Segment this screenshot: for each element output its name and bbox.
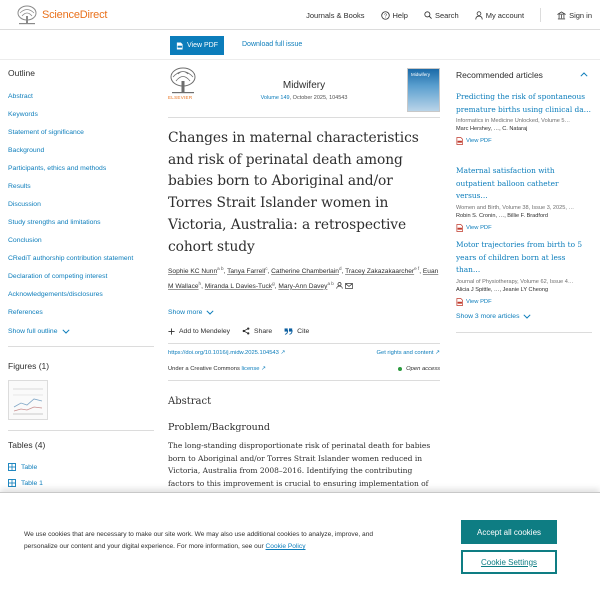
figure-thumbnail[interactable] [8,380,48,420]
license-link-text: license [241,366,260,372]
recommended-article-source: Journal of Physiotherapy, Volume 62, Issue 4… [456,278,574,285]
article-meta-divider [168,343,440,344]
recommended-article [456,239,592,306]
get-rights-link[interactable] [376,350,440,356]
table-link-0[interactable] [8,463,37,471]
nav-sign-in-label: Sign in [569,10,592,20]
problem-background-heading: Problem/Background [168,422,270,433]
recommended-article [456,165,592,232]
brand-name: ScienceDirect [42,9,108,21]
chevron-down-icon [206,310,214,315]
table-icon [8,479,16,487]
nav-journals-label: Journals & Books [306,10,365,20]
author-name[interactable]: Tracey Zakazakaarcher [345,268,415,276]
recommended-article-source: Informatics in Medicine Unlocked, Volume 5… [456,118,571,125]
author-affiliation[interactable]: c [265,266,268,271]
chevron-down-icon [62,329,70,334]
license-note [168,366,266,372]
recommended-article-title[interactable]: Maternal satisfaction with outpatient balloon catheter versus… [456,166,559,201]
top-header [0,0,600,30]
recommended-view-pdf-link[interactable] [456,137,592,145]
view-pdf-label: View PDF [466,298,492,305]
download-full-issue-link[interactable]: Download full issue [242,41,303,48]
pdf-icon [176,42,183,50]
abstract-paragraph: The long-standing disproportionate risk of perinatal death for babies born to Aboriginal and/or Torres Strait Islander women reduced in Victoria, Australia from 2008–2016. Identifying the contributing factors to this improvement is crucial to ensuring implementation of [168,441,431,489]
chevron-up-icon[interactable] [580,72,588,77]
nav-search[interactable] [424,11,459,20]
nav-help[interactable] [381,11,408,20]
add-to-mendeley-label: Add to Mendeley [179,327,231,335]
table-link-1[interactable] [8,479,43,487]
table-icon [8,463,16,471]
outline-link-background[interactable]: Background [8,147,45,154]
plus-icon [168,328,175,335]
license-prefix: Under a Creative Commons [168,366,242,372]
show-full-outline-label: Show full outline [8,328,58,335]
share-button[interactable] [242,327,272,335]
author-name[interactable]: Euan M Wallace [168,268,439,290]
tables-title: Tables (4) [8,440,46,450]
cite-button[interactable] [284,328,309,335]
search-icon [424,11,432,19]
outline-link-results[interactable]: Results [8,183,31,190]
user-icon [475,11,483,20]
outline-link-credit[interactable]: CRediT authorship contribution statement [8,255,134,262]
nav-sign-in[interactable] [557,11,592,20]
table-link-label: Table 1 [21,479,43,487]
top-nav [290,0,592,30]
outline-link-competing-interest[interactable]: Declaration of competing interest [8,273,108,280]
view-pdf-label: View PDF [187,42,218,49]
recommended-divider [456,332,592,333]
chevron-down-icon [523,314,531,319]
author-affiliation[interactable]: g [272,280,275,286]
view-pdf-label: View PDF [466,138,492,145]
email-icon[interactable] [345,283,353,289]
table-link-label: Table [21,463,38,471]
author-name[interactable]: Sophie KC Nunn [168,268,218,276]
cookie-message [24,529,386,553]
author-name[interactable]: Miranda L Davies-Tuck [204,282,273,290]
journal-cover-title: Midwifery [411,72,431,77]
recommended-view-pdf-link[interactable] [456,224,592,232]
external-link-icon: ↗ [435,350,440,356]
author-affiliation[interactable]: a b [327,280,334,286]
outline-link-significance[interactable]: Statement of significance [8,129,84,136]
institution-icon [557,11,566,20]
cite-label: Cite [297,327,310,335]
quote-icon [284,328,293,335]
show-full-outline-button[interactable] [8,328,154,335]
outline-link-references[interactable]: References [8,309,43,316]
doi-link[interactable] [168,350,285,356]
outline-link-abstract[interactable]: Abstract [8,93,33,100]
pdf-icon [456,298,463,306]
outline-link-acknowledgements[interactable]: Acknowledgements/disclosures [8,291,103,298]
outline-link-conclusion[interactable]: Conclusion [8,237,42,244]
journal-title[interactable]: Midwifery [282,80,326,91]
help-icon [381,11,390,20]
recommended-article-authors: Marc Hershey, …, C. Nataraj [456,126,528,133]
external-link-icon: ↗ [280,350,286,356]
person-icon[interactable] [336,282,343,289]
recommended-article-title[interactable]: Motor trajectories from birth to 5 years of children born at less than… [456,240,583,275]
volume-link[interactable]: Volume 149 [260,95,290,101]
outline-link-participants[interactable]: Participants, ethics and methods [8,165,107,172]
add-to-mendeley-button[interactable] [168,328,230,335]
cookie-policy-link[interactable]: Cookie Policy [265,543,306,550]
nav-search-label: Search [434,10,459,20]
cookie-banner [0,492,600,600]
publisher-name: ELSEVIER [168,95,193,100]
outline-link-strengths[interactable]: Study strengths and limitations [8,219,101,226]
cookie-settings-label: Cookie Settings [480,557,538,567]
outline-panel [8,68,154,335]
show-more-articles-label: Show 3 more articles [456,313,520,320]
author-affiliation[interactable]: h [198,280,202,286]
cookie-message-text: We use cookies that are necessary to make our site work. We may also use additional cookies to analyze, improve, and personalize our content and your digital experience. For more information, see our [24,531,374,550]
open-access-dot-icon [398,367,402,371]
pdf-icon [456,224,463,232]
outline-link-discussion[interactable]: Discussion [8,201,41,208]
outline-link-keywords[interactable]: Keywords [8,111,38,118]
sidebar-divider [8,346,154,347]
recommended-article-authors: Alicia J Spittle, …, Jeanie LY Cheong [456,286,549,293]
author-name[interactable]: Catherine Chamberlain [271,268,339,276]
author-affiliation[interactable]: a b [217,266,224,271]
journal-header [168,66,440,118]
recommended-articles-title: Recommended articles [456,70,543,80]
share-icon [242,327,250,335]
author-affiliation[interactable]: e f [414,266,420,271]
cookie-settings-button[interactable] [461,550,557,574]
abstract-heading: Abstract [168,396,212,407]
accept-all-cookies-button[interactable]: Accept all cookies [461,520,557,544]
recommended-article [456,91,592,145]
show-more-articles-button[interactable] [456,313,531,320]
figures-title: Figures (1) [8,361,50,371]
article-toolbar [0,30,600,60]
author-name[interactable]: Mary-Ann Davey [278,282,328,290]
author-affiliation[interactable]: d [338,266,342,271]
author-list: Sophie KC Nunn$^{a b}$, Tanya Farrell$^c$, Catherine Chamberlain$^d$, Tracey Zakazakaarcher$^{e f}$, Euan M Wallace$^h$, Miranda L Davies-Tuck$^g$, Mary-Ann Davey$^{a b}$ [168,266,439,290]
svg-text:?: ? [383,13,387,20]
nav-account-label: My account [485,10,525,20]
recommended-article-title[interactable]: Predicting the risk of spontaneous premature births using clinical da… [456,92,592,114]
article-actions [168,327,321,335]
volume-details: , October 2025, 104543 [289,95,348,101]
recommended-article-authors: Robin S. Cronin, …, Billie F. Bradford [456,212,549,219]
article-meta-divider [168,380,440,381]
nav-journals-books[interactable] [306,11,364,20]
sidebar-divider [8,430,154,431]
rights-text: Get rights and content [376,350,434,356]
recommended-view-pdf-link[interactable] [456,298,592,306]
article-title: Changes in maternal characteristics and risk of perinatal death among babies born to Aboriginal and/or Torres Strait Islander women in Victoria, Australia: a retrospective cohort study [168,130,419,255]
outline-title: Outline [8,68,35,78]
sciencedirect-logo[interactable] [16,5,107,25]
show-more-label: Show more [168,309,203,316]
elsevier-tree-icon [16,5,38,25]
author-name[interactable]: Tanya Farrell [227,268,266,276]
pdf-icon [456,137,463,145]
open-access-badge [398,366,440,372]
show-more-button[interactable] [168,309,214,316]
share-label: Share [254,327,273,335]
doi-text: https://doi.org/10.1016/j.midw.2025.104543 [168,350,279,356]
nav-my-account[interactable] [475,11,524,20]
view-pdf-label: View PDF [466,224,492,231]
open-access-label: Open access [406,366,440,372]
nav-help-label: Help [392,10,408,20]
view-pdf-button[interactable] [170,36,224,55]
journal-cover[interactable] [407,68,440,112]
journal-volume [168,95,440,101]
license-link[interactable]: license ↗ [241,366,266,372]
recommended-article-source: Women and Birth, Volume 38, Issue 3, 2025, … [456,204,575,211]
figure-thumbnail-image [9,381,47,419]
nav-divider [540,8,541,22]
